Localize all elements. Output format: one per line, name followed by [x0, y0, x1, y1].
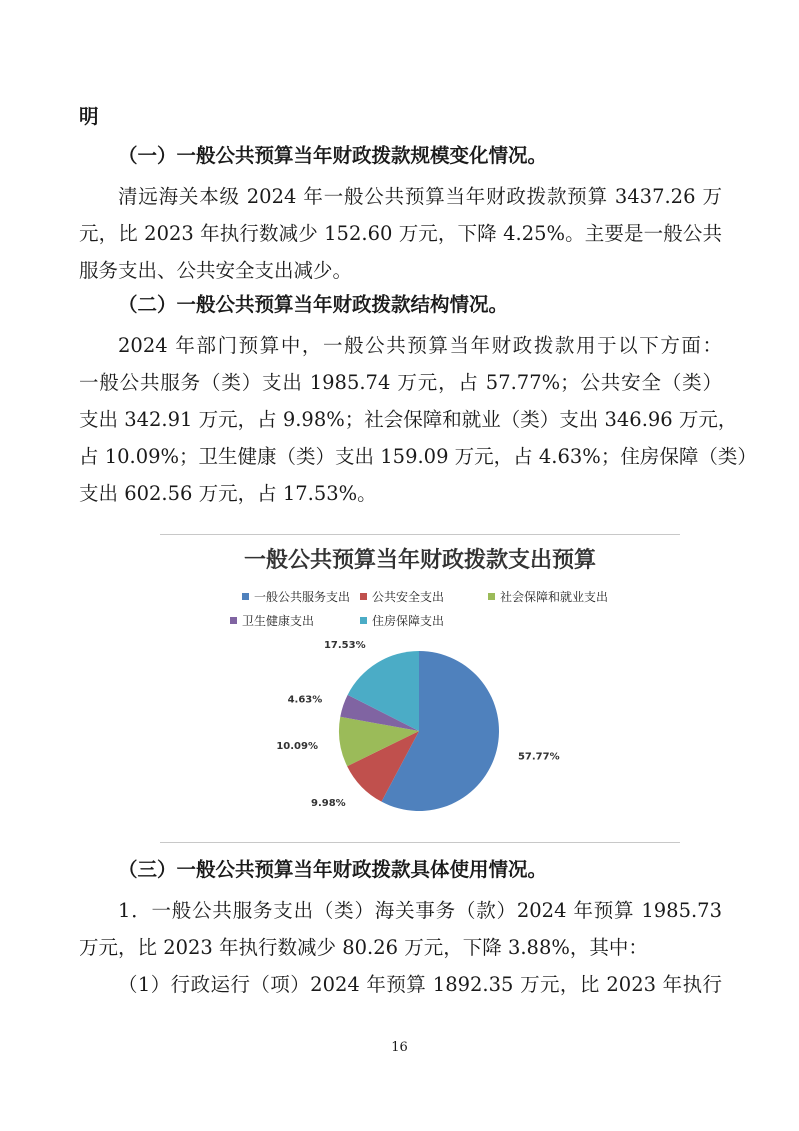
section1-line-2: 元，比 2023 年执行数减少 152.60 万元，下降 4.25%。主要是一般公共 [79, 222, 722, 245]
section2-line-3: 支出 342.91 万元，占 9.98%；社会保障和就业（类）支出 346.96 万元， [79, 408, 738, 431]
section2-line-5: 支出 602.56 万元，占 17.53%。 [79, 482, 377, 505]
chart-title: 一般公共预算当年财政拨款支出预算 [243, 548, 596, 573]
section2-line-1: 2024 年部门预算中，一般公共预算当年财政拨款用于以下方面： [118, 334, 722, 357]
pie-label-social-security-employment: 10.09% [276, 741, 318, 753]
pie-label-housing: 17.53% [323, 640, 366, 652]
section2-heading: （二）一般公共预算当年财政拨款结构情况。 [118, 293, 509, 316]
section3-line-2: 万元，比 2023 年执行数减少 80.26 万元，下降 3.88%，其中： [79, 936, 648, 959]
legend-label-0: 一般公共服务支出 [254, 590, 351, 604]
pie-chart-svg [160, 533, 680, 843]
legend-label-2: 社会保障和就业支出 [500, 590, 609, 604]
section1-heading: （一）一般公共预算当年财政拨款规模变化情况。 [118, 144, 548, 167]
legend-label-1: 公共安全支出 [372, 590, 445, 604]
section3-line-3: （1）行政运行（项）2024 年预算 1892.35 万元，比 2023 年执行 [118, 973, 722, 996]
heading-fragment: 明 [79, 105, 99, 128]
legend-label-3: 卫生健康支出 [242, 614, 315, 628]
section1-line-1: 清远海关本级 2024 年一般公共预算当年财政拨款预算 3437.26 万 [118, 185, 722, 208]
section2-line-2: 一般公共服务（类）支出 1985.74 万元，占 57.77%；公共安全（类） [79, 371, 722, 394]
pie-label-public-security: 9.98% [311, 797, 346, 809]
pie-label-health: 4.63% [287, 694, 323, 706]
page-number: 16 [391, 1040, 408, 1055]
section2-line-4: 占 10.09%；卫生健康（类）支出 159.09 万元，占 4.63%；住房保障（类） [79, 445, 757, 468]
section1-line-3: 服务支出、公共安全支出减少。 [79, 259, 353, 282]
section3-heading: （三）一般公共预算当年财政拨款具体使用情况。 [118, 858, 548, 881]
pie-chart [160, 533, 680, 843]
chart-bottom-rule [160, 842, 680, 843]
section3-line-1: 1．一般公共服务支出（类）海关事务（款）2024 年预算 1985.73 [118, 899, 722, 922]
legend-label-4: 住房保障支出 [372, 614, 445, 628]
pie-label-general-public-services: 57.77% [517, 751, 560, 763]
